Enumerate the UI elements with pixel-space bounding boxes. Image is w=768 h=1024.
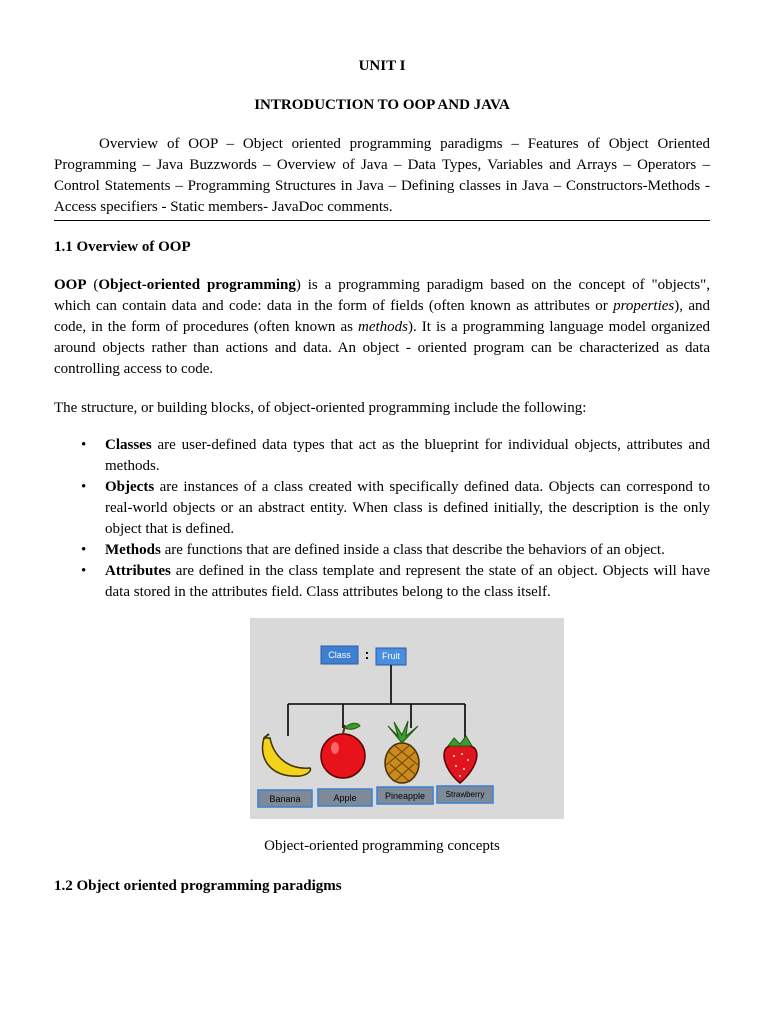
list-item	[54, 540, 710, 561]
oop-acronym: OOP	[54, 277, 87, 293]
properties-term: properties	[613, 298, 675, 314]
strawberry-label: Strawberry	[445, 790, 485, 799]
banana-icon	[263, 734, 311, 776]
text-run: ) is a programming paradigm based on the concept of "objects", which can contain data and code: data in the form of fields (often known as attributes or	[54, 277, 710, 314]
text-run: ). It is a programming language model organized around objects rather than actions and data. An object - oriented program can be characterized as data controlling access to code.	[54, 319, 711, 377]
apple-label: Apple	[333, 793, 357, 803]
structure-intro-paragraph: The structure, or building blocks, of object-oriented programming include the following:	[54, 400, 587, 416]
building-blocks-list	[54, 435, 710, 603]
oop-definition-paragraph	[54, 275, 710, 380]
bullet-icon: •	[81, 437, 87, 453]
pineapple-icon	[385, 721, 419, 783]
list-item	[54, 477, 710, 540]
list-text: are user-defined data types that act as the blueprint for individual objects, attributes and methods.	[105, 437, 710, 474]
section-heading-1-2: 1.2 Object oriented programming paradigms	[54, 878, 342, 894]
banana-label: Banana	[269, 794, 301, 804]
bullet-icon: •	[81, 563, 87, 579]
list-item	[54, 435, 710, 477]
list-term: Methods	[105, 542, 161, 558]
bullet-icon: •	[81, 542, 87, 558]
list-text: are instances of a class created with specifically defined data. Objects can correspond to real-world objects or an abstract entity. When class is defined initially, the description is the only object that is defined.	[105, 479, 710, 537]
text-run: (	[86, 277, 99, 293]
strawberry-icon	[444, 736, 477, 783]
pineapple-label: Pineapple	[384, 791, 426, 801]
fruit-label: Fruit	[382, 651, 400, 661]
list-text: are defined in the class template and represent the state of an object. Objects will have data stored in the attributes field. Class attributes belong to the class itself.	[105, 563, 710, 600]
horizontal-divider	[54, 220, 710, 221]
list-term: Objects	[105, 479, 155, 495]
syllabus-overview-paragraph: Overview of OOP – Object oriented programming paradigms – Features of Object Oriented Programming – Java Buzzwords – Overview of Java – Data Types, Variables and Arrays – Operators – Control Statements – Programming Structures in Java – Defining classes in Java – Constructors-Methods - Access specifiers - Static members- JavaDoc comments.	[54, 136, 710, 215]
list-text: are functions that are defined inside a class that describe the behaviors of an object.	[160, 542, 665, 558]
unit-title: UNIT I	[358, 58, 406, 74]
chapter-title: INTRODUCTION TO OOP AND JAVA	[254, 97, 510, 113]
list-term: Classes	[105, 437, 152, 453]
apple-icon	[321, 723, 365, 778]
list-item	[54, 561, 710, 603]
oop-fullform: Object-oriented programming	[98, 277, 296, 293]
bullet-icon: •	[81, 479, 87, 495]
oop-class-diagram-figure	[250, 618, 564, 819]
class-label: Class	[328, 650, 351, 660]
list-term: Attributes	[105, 563, 171, 579]
methods-term: methods	[358, 319, 409, 335]
class-colon: :	[364, 646, 370, 662]
text-run: ), and code, in the form of procedures (often known as	[54, 298, 710, 335]
figure-caption: Object-oriented programming concepts	[264, 838, 500, 854]
section-heading-1-1: 1.1 Overview of OOP	[54, 239, 191, 255]
